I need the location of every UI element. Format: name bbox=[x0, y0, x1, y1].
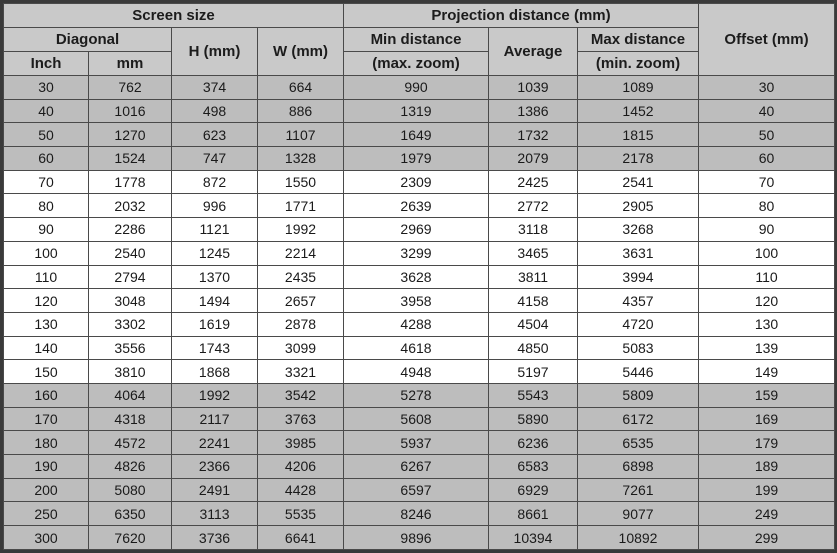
cell-average-distance: 2079 bbox=[489, 147, 578, 171]
header-offset: Offset (mm) bbox=[699, 4, 835, 76]
table-row bbox=[4, 312, 835, 336]
cell-offset: 110 bbox=[699, 265, 835, 289]
cell-average-distance: 4504 bbox=[489, 312, 578, 336]
table-row bbox=[4, 478, 835, 502]
cell-inch: 40 bbox=[4, 99, 89, 123]
cell-max-distance: 1089 bbox=[578, 76, 699, 100]
cell-mm: 3556 bbox=[89, 336, 172, 360]
header-min-distance: Min distance bbox=[344, 28, 489, 52]
cell-average-distance: 1732 bbox=[489, 123, 578, 147]
cell-average-distance: 6929 bbox=[489, 478, 578, 502]
cell-height-mm: 1868 bbox=[172, 360, 258, 384]
cell-inch: 60 bbox=[4, 147, 89, 171]
header-inch: Inch bbox=[4, 52, 89, 76]
cell-mm: 4064 bbox=[89, 383, 172, 407]
cell-width-mm: 4428 bbox=[258, 478, 344, 502]
table-row bbox=[4, 170, 835, 194]
header-w-mm: W (mm) bbox=[258, 28, 344, 76]
cell-height-mm: 1743 bbox=[172, 336, 258, 360]
cell-min-distance: 4618 bbox=[344, 336, 489, 360]
cell-mm: 2540 bbox=[89, 241, 172, 265]
cell-offset: 149 bbox=[699, 360, 835, 384]
projection-distance-table bbox=[3, 3, 835, 550]
cell-inch: 170 bbox=[4, 407, 89, 431]
cell-height-mm: 2241 bbox=[172, 431, 258, 455]
table-row bbox=[4, 289, 835, 313]
header-screen-size: Screen size bbox=[4, 4, 344, 28]
cell-min-distance: 2969 bbox=[344, 218, 489, 242]
cell-mm: 6350 bbox=[89, 502, 172, 526]
cell-max-distance: 2905 bbox=[578, 194, 699, 218]
cell-offset: 249 bbox=[699, 502, 835, 526]
cell-average-distance: 2425 bbox=[489, 170, 578, 194]
cell-average-distance: 8661 bbox=[489, 502, 578, 526]
cell-max-distance: 5083 bbox=[578, 336, 699, 360]
table-row bbox=[4, 336, 835, 360]
cell-offset: 159 bbox=[699, 383, 835, 407]
cell-max-distance: 10892 bbox=[578, 526, 699, 550]
table-row bbox=[4, 526, 835, 550]
cell-average-distance: 10394 bbox=[489, 526, 578, 550]
cell-height-mm: 374 bbox=[172, 76, 258, 100]
cell-width-mm: 3542 bbox=[258, 383, 344, 407]
cell-height-mm: 1370 bbox=[172, 265, 258, 289]
cell-average-distance: 1386 bbox=[489, 99, 578, 123]
cell-width-mm: 6641 bbox=[258, 526, 344, 550]
cell-offset: 80 bbox=[699, 194, 835, 218]
cell-inch: 120 bbox=[4, 289, 89, 313]
table-row bbox=[4, 147, 835, 171]
cell-offset: 40 bbox=[699, 99, 835, 123]
cell-width-mm: 1107 bbox=[258, 123, 344, 147]
cell-height-mm: 1494 bbox=[172, 289, 258, 313]
table-row bbox=[4, 502, 835, 526]
cell-offset: 50 bbox=[699, 123, 835, 147]
table-row bbox=[4, 383, 835, 407]
cell-min-distance: 2639 bbox=[344, 194, 489, 218]
cell-min-distance: 3958 bbox=[344, 289, 489, 313]
table-row bbox=[4, 407, 835, 431]
table-row bbox=[4, 123, 835, 147]
cell-average-distance: 1039 bbox=[489, 76, 578, 100]
cell-min-distance: 1319 bbox=[344, 99, 489, 123]
cell-mm: 3302 bbox=[89, 312, 172, 336]
cell-height-mm: 872 bbox=[172, 170, 258, 194]
cell-mm: 2794 bbox=[89, 265, 172, 289]
cell-average-distance: 6236 bbox=[489, 431, 578, 455]
cell-width-mm: 886 bbox=[258, 99, 344, 123]
cell-mm: 7620 bbox=[89, 526, 172, 550]
cell-average-distance: 3465 bbox=[489, 241, 578, 265]
cell-width-mm: 1550 bbox=[258, 170, 344, 194]
cell-max-distance: 6172 bbox=[578, 407, 699, 431]
cell-offset: 90 bbox=[699, 218, 835, 242]
cell-average-distance: 3118 bbox=[489, 218, 578, 242]
cell-max-distance: 3631 bbox=[578, 241, 699, 265]
cell-height-mm: 1992 bbox=[172, 383, 258, 407]
cell-offset: 169 bbox=[699, 407, 835, 431]
cell-height-mm: 1121 bbox=[172, 218, 258, 242]
cell-inch: 140 bbox=[4, 336, 89, 360]
cell-average-distance: 3811 bbox=[489, 265, 578, 289]
cell-inch: 190 bbox=[4, 455, 89, 479]
cell-average-distance: 2772 bbox=[489, 194, 578, 218]
cell-width-mm: 2214 bbox=[258, 241, 344, 265]
cell-height-mm: 498 bbox=[172, 99, 258, 123]
cell-offset: 130 bbox=[699, 312, 835, 336]
cell-inch: 110 bbox=[4, 265, 89, 289]
cell-inch: 80 bbox=[4, 194, 89, 218]
cell-inch: 50 bbox=[4, 123, 89, 147]
cell-mm: 2286 bbox=[89, 218, 172, 242]
cell-average-distance: 4158 bbox=[489, 289, 578, 313]
cell-min-distance: 4288 bbox=[344, 312, 489, 336]
cell-mm: 5080 bbox=[89, 478, 172, 502]
cell-offset: 139 bbox=[699, 336, 835, 360]
cell-height-mm: 2366 bbox=[172, 455, 258, 479]
cell-average-distance: 5543 bbox=[489, 383, 578, 407]
cell-offset: 30 bbox=[699, 76, 835, 100]
cell-inch: 180 bbox=[4, 431, 89, 455]
cell-max-distance: 4720 bbox=[578, 312, 699, 336]
cell-mm: 1524 bbox=[89, 147, 172, 171]
cell-inch: 30 bbox=[4, 76, 89, 100]
cell-mm: 1778 bbox=[89, 170, 172, 194]
cell-offset: 60 bbox=[699, 147, 835, 171]
table-row bbox=[4, 194, 835, 218]
cell-offset: 199 bbox=[699, 478, 835, 502]
cell-width-mm: 5535 bbox=[258, 502, 344, 526]
cell-min-distance: 990 bbox=[344, 76, 489, 100]
cell-width-mm: 1992 bbox=[258, 218, 344, 242]
cell-mm: 1016 bbox=[89, 99, 172, 123]
cell-average-distance: 4850 bbox=[489, 336, 578, 360]
header-diagonal: Diagonal bbox=[4, 28, 172, 52]
cell-height-mm: 2117 bbox=[172, 407, 258, 431]
table-row bbox=[4, 265, 835, 289]
cell-inch: 300 bbox=[4, 526, 89, 550]
cell-average-distance: 5890 bbox=[489, 407, 578, 431]
cell-width-mm: 664 bbox=[258, 76, 344, 100]
cell-offset: 179 bbox=[699, 431, 835, 455]
header-min-distance-zoom: (max. zoom) bbox=[344, 52, 489, 76]
table-row bbox=[4, 431, 835, 455]
cell-width-mm: 1328 bbox=[258, 147, 344, 171]
cell-inch: 200 bbox=[4, 478, 89, 502]
table-header bbox=[4, 4, 835, 76]
cell-inch: 130 bbox=[4, 312, 89, 336]
cell-mm: 2032 bbox=[89, 194, 172, 218]
cell-height-mm: 3113 bbox=[172, 502, 258, 526]
cell-offset: 70 bbox=[699, 170, 835, 194]
cell-mm: 4572 bbox=[89, 431, 172, 455]
cell-mm: 1270 bbox=[89, 123, 172, 147]
cell-width-mm: 4206 bbox=[258, 455, 344, 479]
cell-height-mm: 1245 bbox=[172, 241, 258, 265]
cell-min-distance: 6267 bbox=[344, 455, 489, 479]
cell-inch: 90 bbox=[4, 218, 89, 242]
table-body bbox=[4, 76, 835, 550]
cell-min-distance: 1649 bbox=[344, 123, 489, 147]
cell-width-mm: 2657 bbox=[258, 289, 344, 313]
cell-mm: 3048 bbox=[89, 289, 172, 313]
cell-max-distance: 5809 bbox=[578, 383, 699, 407]
cell-width-mm: 2435 bbox=[258, 265, 344, 289]
cell-min-distance: 2309 bbox=[344, 170, 489, 194]
cell-min-distance: 4948 bbox=[344, 360, 489, 384]
table-row bbox=[4, 360, 835, 384]
cell-height-mm: 2491 bbox=[172, 478, 258, 502]
cell-min-distance: 5278 bbox=[344, 383, 489, 407]
header-max-distance-zoom: (min. zoom) bbox=[578, 52, 699, 76]
cell-width-mm: 3099 bbox=[258, 336, 344, 360]
cell-inch: 150 bbox=[4, 360, 89, 384]
cell-min-distance: 3628 bbox=[344, 265, 489, 289]
header-max-distance: Max distance bbox=[578, 28, 699, 52]
cell-height-mm: 996 bbox=[172, 194, 258, 218]
cell-height-mm: 623 bbox=[172, 123, 258, 147]
cell-offset: 189 bbox=[699, 455, 835, 479]
table-row bbox=[4, 76, 835, 100]
cell-height-mm: 3736 bbox=[172, 526, 258, 550]
cell-width-mm: 2878 bbox=[258, 312, 344, 336]
cell-width-mm: 3985 bbox=[258, 431, 344, 455]
header-mm: mm bbox=[89, 52, 172, 76]
cell-height-mm: 1619 bbox=[172, 312, 258, 336]
table-row bbox=[4, 241, 835, 265]
cell-average-distance: 6583 bbox=[489, 455, 578, 479]
cell-max-distance: 6535 bbox=[578, 431, 699, 455]
header-h-mm: H (mm) bbox=[172, 28, 258, 76]
cell-mm: 4318 bbox=[89, 407, 172, 431]
cell-max-distance: 1452 bbox=[578, 99, 699, 123]
cell-inch: 100 bbox=[4, 241, 89, 265]
cell-max-distance: 3268 bbox=[578, 218, 699, 242]
cell-width-mm: 3321 bbox=[258, 360, 344, 384]
cell-width-mm: 1771 bbox=[258, 194, 344, 218]
cell-min-distance: 8246 bbox=[344, 502, 489, 526]
cell-offset: 100 bbox=[699, 241, 835, 265]
cell-inch: 160 bbox=[4, 383, 89, 407]
cell-mm: 3810 bbox=[89, 360, 172, 384]
header-projection-distance: Projection distance (mm) bbox=[344, 4, 699, 28]
cell-max-distance: 2541 bbox=[578, 170, 699, 194]
cell-max-distance: 3994 bbox=[578, 265, 699, 289]
cell-max-distance: 1815 bbox=[578, 123, 699, 147]
cell-height-mm: 747 bbox=[172, 147, 258, 171]
cell-min-distance: 5937 bbox=[344, 431, 489, 455]
table-row bbox=[4, 218, 835, 242]
cell-max-distance: 9077 bbox=[578, 502, 699, 526]
cell-max-distance: 4357 bbox=[578, 289, 699, 313]
cell-mm: 762 bbox=[89, 76, 172, 100]
cell-min-distance: 1979 bbox=[344, 147, 489, 171]
cell-max-distance: 6898 bbox=[578, 455, 699, 479]
cell-offset: 299 bbox=[699, 526, 835, 550]
table-row bbox=[4, 455, 835, 479]
cell-min-distance: 3299 bbox=[344, 241, 489, 265]
header-average: Average bbox=[489, 28, 578, 76]
cell-inch: 250 bbox=[4, 502, 89, 526]
cell-mm: 4826 bbox=[89, 455, 172, 479]
cell-min-distance: 6597 bbox=[344, 478, 489, 502]
cell-inch: 70 bbox=[4, 170, 89, 194]
cell-width-mm: 3763 bbox=[258, 407, 344, 431]
cell-max-distance: 7261 bbox=[578, 478, 699, 502]
cell-min-distance: 5608 bbox=[344, 407, 489, 431]
cell-min-distance: 9896 bbox=[344, 526, 489, 550]
cell-average-distance: 5197 bbox=[489, 360, 578, 384]
cell-max-distance: 2178 bbox=[578, 147, 699, 171]
table-row bbox=[4, 99, 835, 123]
cell-offset: 120 bbox=[699, 289, 835, 313]
cell-max-distance: 5446 bbox=[578, 360, 699, 384]
